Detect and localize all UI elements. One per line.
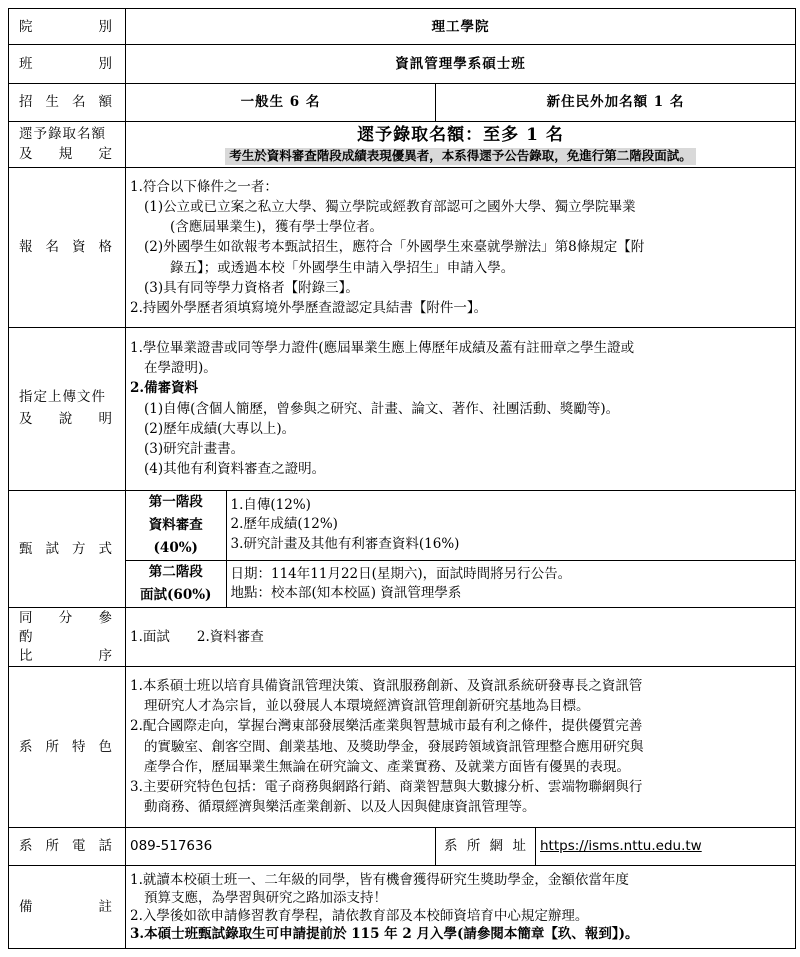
stage2-item: 地點：校本部(知本校區) 資訊管理學系 <box>230 585 462 602</box>
label-uploads-line1: 指定上傳文件 <box>19 389 106 406</box>
feature-item: 理研究人才為宗旨，並以發展人本環境經濟資訊管理創新研究基地為目標。 <box>144 698 590 715</box>
exam-stage1-items <box>226 491 795 560</box>
feature-item: 2.配合國際走向，掌握台灣東部發展樂活產業與智慧城市最有利之條件，提供優質完善 <box>130 718 643 735</box>
row-features <box>9 666 796 827</box>
remark-item: 1.就讀本校碩士班一、二年級的同學，皆有機會獲得研究生獎助學金，金額依當年度 <box>130 871 629 888</box>
label-program: 班 別 <box>9 45 126 83</box>
eligibility-item: (2)外國學生如欲報考本甄試招生，應符合「外國學生來臺就學辦法」第8條規定【附 <box>144 239 645 256</box>
label-waitlist-line1: 遝予錄取名額 <box>19 126 106 142</box>
value-website <box>536 827 796 865</box>
remark-item: 預算支應，為學習與研究之路加添支持！ <box>144 889 387 906</box>
stage2-item: 日期：114年11月22日(星期六)，面試時間將另行公告。 <box>230 565 572 582</box>
label-eligibility: 報名資格 <box>9 168 126 327</box>
label-phone: 系所電話 <box>9 827 126 865</box>
exam-stages-table <box>126 491 795 608</box>
upload-item: 2.備審資料 <box>130 380 199 397</box>
label-exam: 甄試方式 <box>9 490 126 608</box>
exam-stage2-label <box>126 560 226 607</box>
value-tiebreak: 1.面試 2.資料審查 <box>126 608 796 666</box>
stage1-item: 1.自傳(12%) <box>230 496 311 513</box>
label-tiebreak-line1: 同 分 參 酌 <box>19 609 128 645</box>
feature-item: 3.主要研究特色包括：電子商務與網路行銷、商業智慧與大數據分析、雲端物聯網與行 <box>130 779 643 796</box>
upload-item: 1.學位畢業證書或同等學力證件(應屆畢業生應上傳歷年成績及蓋有註冊章之學生證或 <box>130 339 635 356</box>
label-waitlist <box>9 121 126 167</box>
label-website: 系所網址 <box>436 827 536 865</box>
upload-item: 在學證明)。 <box>144 360 217 377</box>
label-features: 系所特色 <box>9 666 126 827</box>
remark-item: 3.本碩士班甄試錄取生可申請提前於 115 年 2 月入學(請參閱本簡章【玖、報到】)。 <box>130 926 639 943</box>
waitlist-note: 考生於資料審查階段成績表現優異者，本系得遝予公告錄取，免進行第二階段面試。 <box>225 148 696 165</box>
upload-item: (2)歷年成績(大專以上)。 <box>144 420 296 437</box>
row-contact <box>9 827 796 865</box>
value-remarks <box>126 866 796 949</box>
label-uploads <box>9 327 126 490</box>
website-link[interactable]: https://isms.nttu.edu.tw <box>540 838 702 855</box>
eligibility-item: (3)具有同等學力資格者【附錄三】。 <box>144 279 359 296</box>
stage1-line1: 第一階段 <box>148 493 203 510</box>
exam-stage2-row <box>126 560 795 607</box>
row-uploads <box>9 327 796 490</box>
label-tiebreak <box>9 608 126 666</box>
feature-item: 產學合作，歷屆畢業生無論在研究論文、產業實務、及就業方面皆有優異的表現。 <box>144 758 630 775</box>
value-college: 理工學院 <box>126 9 796 45</box>
eligibility-item: 2.持國外學歷者須填寫境外學歷查證認定具結書【附件一】。 <box>130 300 488 317</box>
row-exam <box>9 490 796 608</box>
label-tiebreak-line2: 比 序 <box>19 647 113 664</box>
stage2-line1: 第二階段 <box>148 564 203 581</box>
value-waitlist <box>126 121 796 167</box>
label-quota: 招生名額 <box>9 83 126 121</box>
stage2-line2: 面試(60%) <box>140 587 212 604</box>
row-program <box>9 45 796 83</box>
upload-item: (1)自傳(含個人簡歷，曾參與之研究、計畫、論文、著作、社團活動、獎勵等)。 <box>144 400 620 417</box>
row-quota <box>9 83 796 121</box>
row-tiebreak <box>9 608 796 666</box>
exam-stage1-label <box>126 491 226 560</box>
row-college <box>9 9 796 45</box>
row-remarks <box>9 866 796 949</box>
remark-item: 2.入學後如欲申請修習教育學程，請依教育部及本校師資培育中心規定辦理。 <box>130 908 589 925</box>
eligibility-item: 1.符合以下條件之一者： <box>130 178 278 195</box>
value-program: 資訊管理學系碩士班 <box>126 45 796 83</box>
label-uploads-line2: 及 說 明 <box>19 410 113 427</box>
stage1-item: 3.研究計畫及其他有利審查資料(16%) <box>230 536 460 553</box>
value-features <box>126 666 796 827</box>
admission-table <box>8 8 796 949</box>
label-college: 院 別 <box>9 9 126 45</box>
eligibility-item: (1)公立或已立案之私立大學、獨立學院或經教育部認可之國外大學、獨立學院畢業 <box>144 198 636 215</box>
feature-item: 的實驗室、創客空間、創業基地、及獎助學金，發展跨領域資訊管理整合應用研究與 <box>144 738 644 755</box>
eligibility-item: (含應屆畢業生)，獲有學士學位者。 <box>170 219 384 236</box>
stage1-line2: 資料審查(40%) <box>148 516 203 556</box>
row-waitlist <box>9 121 796 167</box>
label-remarks: 備 註 <box>9 866 126 949</box>
value-exam <box>126 490 796 608</box>
upload-item: (3)研究計畫書。 <box>144 441 245 458</box>
exam-stage2-items <box>226 560 795 607</box>
label-waitlist-line2: 及 規 定 <box>19 145 113 162</box>
upload-item: (4)其他有利資料審查之證明。 <box>144 461 326 478</box>
stage1-item: 2.歷年成績(12%) <box>230 516 338 533</box>
feature-item: 1.本系碩士班以培育具備資訊管理決策、資訊服務創新、及資訊系統研發專長之資訊管 <box>130 677 643 694</box>
eligibility-item: 錄五】；或透過本校「外國學生申請入學招生」申請入學。 <box>170 259 515 276</box>
waitlist-title: 遝予錄取名額：至多 1 名 <box>357 124 564 145</box>
feature-item: 動商務、循環經濟與樂活產業創新、以及人因與健康資訊管理等。 <box>144 799 536 816</box>
value-phone: 089-517636 <box>126 827 436 865</box>
exam-stage1-row <box>126 491 795 560</box>
row-eligibility <box>9 168 796 327</box>
value-eligibility <box>126 168 796 327</box>
value-quota-extra: 新住民外加名額 1 名 <box>436 83 796 121</box>
value-uploads <box>126 327 796 490</box>
value-quota-general: 一般生 6 名 <box>126 83 436 121</box>
